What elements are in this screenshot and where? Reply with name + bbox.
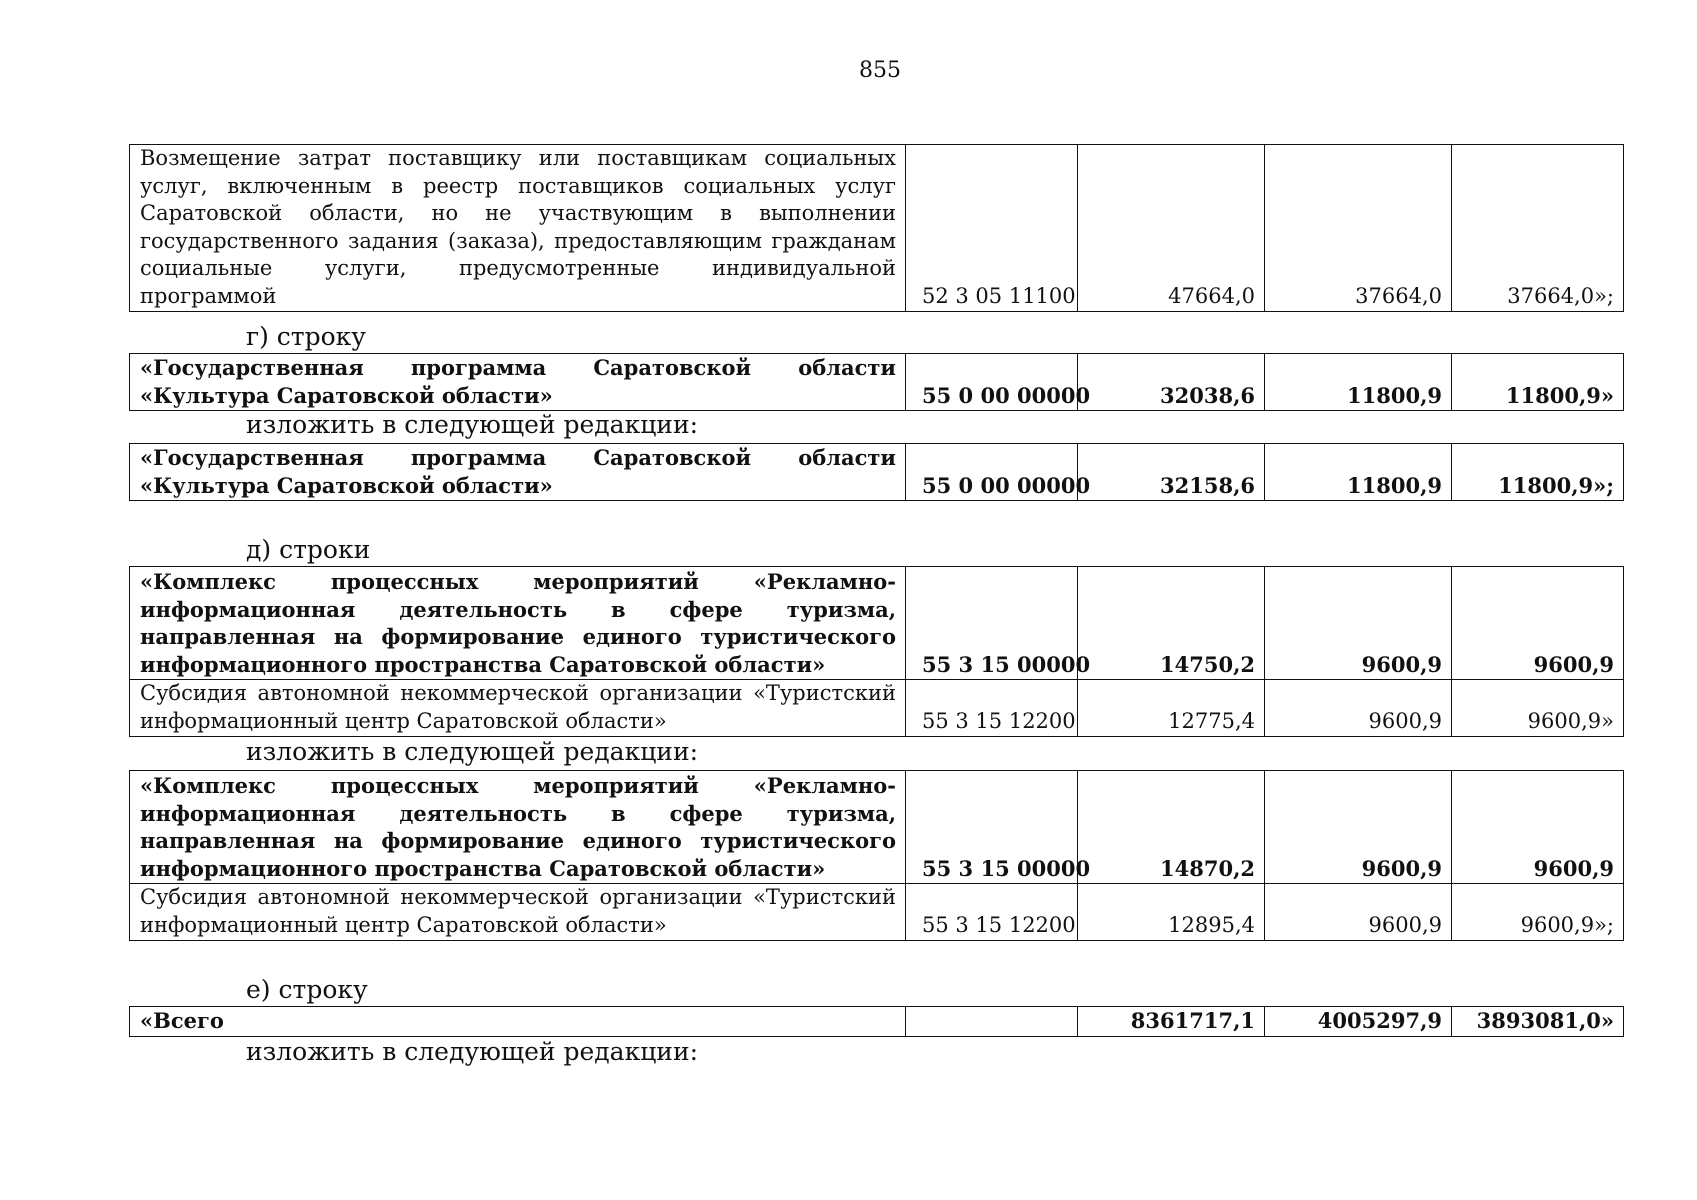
row-code: 55 3 15 12200 [906, 884, 1078, 941]
row-value-3: 37664,0»; [1452, 145, 1624, 312]
row-code: 55 0 00 00000 [906, 354, 1078, 411]
row-value-2: 9600,9 [1265, 567, 1452, 680]
table-social-services-tail [129, 144, 1624, 312]
row-name: Субсидия автономной некоммерческой организации «Туристский информационный центр Саратовской области» [130, 884, 906, 941]
row-value-1: 32038,6 [1078, 354, 1265, 411]
row-value-3: 3893081,0» [1452, 1007, 1624, 1037]
row-code: 52 3 05 11100 [906, 145, 1078, 312]
table-row [130, 884, 1624, 941]
table-row [130, 354, 1624, 411]
row-name: «Государственная программа Саратовской области «Культура Саратовской области» [130, 354, 906, 411]
row-value-3: 11800,9»; [1452, 444, 1624, 501]
section-g-replace-label: изложить в следующей редакции: [246, 410, 699, 439]
table-row [130, 1007, 1624, 1037]
row-value-2: 9600,9 [1265, 771, 1452, 884]
row-code: 55 0 00 00000 [906, 444, 1078, 501]
row-value-2: 11800,9 [1265, 444, 1452, 501]
section-d-heading: д) строки [246, 535, 371, 564]
row-name: «Комплекс процессных мероприятий «Рекламно-информационная деятельность в сфере туризма, направленная на формирование единого туристического информационного пространства Саратовской области» [130, 567, 906, 680]
row-value-1: 32158,6 [1078, 444, 1265, 501]
row-value-1: 12775,4 [1078, 680, 1265, 737]
section-e-replace-label: изложить в следующей редакции: [246, 1037, 699, 1066]
table-d-new [129, 770, 1624, 941]
row-value-2: 11800,9 [1265, 354, 1452, 411]
row-name: «Комплекс процессных мероприятий «Рекламно-информационная деятельность в сфере туризма, направленная на формирование единого туристического информационного пространства Саратовской области» [130, 771, 906, 884]
row-value-2: 9600,9 [1265, 680, 1452, 737]
table-row [130, 444, 1624, 501]
table-row [130, 567, 1624, 680]
row-value-1: 14750,2 [1078, 567, 1265, 680]
row-value-1: 14870,2 [1078, 771, 1265, 884]
row-value-2: 4005297,9 [1265, 1007, 1452, 1037]
row-value-3: 9600,9» [1452, 680, 1624, 737]
table-e-old [129, 1006, 1624, 1037]
row-value-2: 9600,9 [1265, 884, 1452, 941]
row-value-1: 8361717,1 [1078, 1007, 1265, 1037]
row-code: 55 3 15 00000 [906, 567, 1078, 680]
row-value-3: 9600,9 [1452, 771, 1624, 884]
row-value-2: 37664,0 [1265, 145, 1452, 312]
section-g-heading: г) строку [246, 322, 367, 351]
section-e-heading: е) строку [246, 975, 368, 1004]
row-value-3: 11800,9» [1452, 354, 1624, 411]
table-row [130, 680, 1624, 737]
section-d-replace-label: изложить в следующей редакции: [246, 737, 699, 766]
table-d-old [129, 566, 1624, 737]
row-code: 55 3 15 12200 [906, 680, 1078, 737]
row-name: Субсидия автономной некоммерческой организации «Туристский информационный центр Саратовской области» [130, 680, 906, 737]
row-code: 55 3 15 00000 [906, 771, 1078, 884]
row-name: «Всего [130, 1007, 906, 1037]
row-value-3: 9600,9»; [1452, 884, 1624, 941]
row-name: Возмещение затрат поставщику или поставщикам социальных услуг, включенным в реестр поставщиков социальных услуг Саратовской области, но не участвующим в выполнении государственного задания (заказа), предоставляющим гражданам социальные услуги, предусмотренные индивидуальной программой [130, 145, 906, 312]
row-name: «Государственная программа Саратовской области «Культура Саратовской области» [130, 444, 906, 501]
row-value-1: 47664,0 [1078, 145, 1265, 312]
table-g-new [129, 443, 1624, 501]
row-value-3: 9600,9 [1452, 567, 1624, 680]
page-number: 855 [859, 58, 901, 83]
row-value-1: 12895,4 [1078, 884, 1265, 941]
table-g-old [129, 353, 1624, 411]
row-code [906, 1007, 1078, 1037]
table-row [130, 771, 1624, 884]
table-row [130, 145, 1624, 312]
